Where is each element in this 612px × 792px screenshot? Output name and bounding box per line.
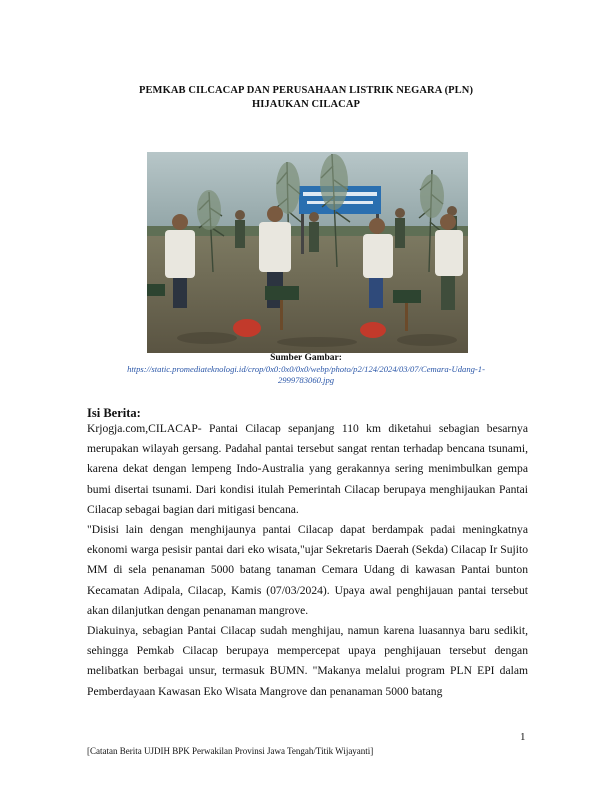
article-paragraph-3: Diakuinya, sebagian Pantai Cilacap sudah menghijau, namun karena luasannya baru sedikit, sehingga Pemkab Cilacap berupaya mempercepat upaya penghijauan tersebut dengan melibatkan berbagai unsur, termasuk BUMN. "Makanya melalui program PLN EPI dalam Pemberdayaan Kawasan Eko Wisata Mangrove dan penanaman 5000 batang: [87, 624, 528, 698]
article-paragraph-2: "Disisi lain dengan menghijaunya pantai Cilacap dapat berdampak padai meningkatnya ekonomi warga pesisir pantai dari eko wisata,"ujar Sekretaris Daerah (Sekda) Cilacap Ir Sujito MM di sela penanaman 5000 batang tanaman Cemara Udang di kawasan Pantai bunton Kecamatan Adipala, Cilacap, Kamis (07/03/2024). Upaya awal penghijauan pantai tersebut akan dilanjutkan dengan penanaman mangrove.: [87, 523, 528, 617]
image-source-link[interactable]: [90, 364, 522, 386]
article-title-line1: PEMKAB CILCACAP DAN PERUSAHAAN LISTRIK NEGARA (PLN): [138, 85, 474, 96]
article-body: [87, 419, 528, 702]
section-heading: Isi Berita:: [87, 406, 141, 420]
image-source-link-line2[interactable]: 2999783060.jpg: [277, 375, 335, 385]
image-source-link-line1[interactable]: https://static.promediateknologi.id/crop/0x0:0x0/0x0/webp/photo/p2/124/2024/03/07/Cemara-Udang-1-: [127, 364, 485, 374]
footer-note: [Catatan Berita UJDIH BPK Perwakilan Provinsi Jawa Tengah/Titik Wijayanti]: [87, 746, 374, 756]
article-title: [60, 84, 552, 112]
article-paragraph-1: Krjogja.com,CILACAP- Pantai Cilacap sepanjang 110 km diketahui sebagian besarnya merupakan wilayah gersang. Padahal pantai tersebut sangat rentan terhadap bencana tsunami, karena dekat dengan lempeng Indo-Australia yang gerakannya sering menimbulkan gempa bumi disertai tsunami. Dari kondisi itulah Pemerintah Cilacap berupaya menghijaukan Pantai Cilacap sebagai bagian dari mitigasi bencana.: [87, 422, 528, 516]
page-number: 1: [520, 731, 526, 743]
tree-planting-photo: [147, 152, 468, 353]
article-title-line2: HIJAUKAN CILACAP: [251, 99, 361, 110]
image-caption-label: Sumber Gambar:: [270, 353, 342, 363]
